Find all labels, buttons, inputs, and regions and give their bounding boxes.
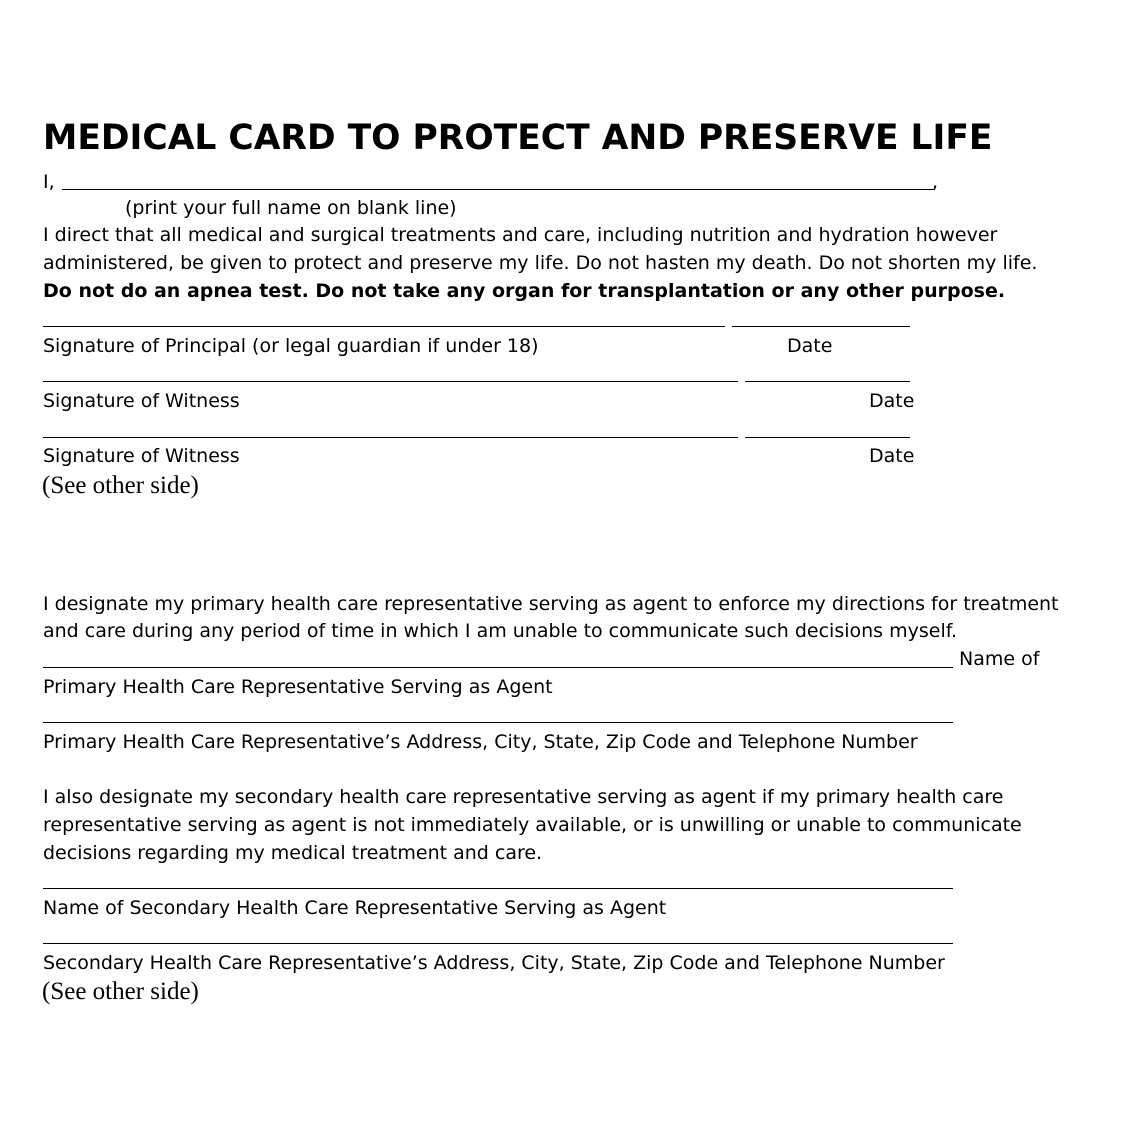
directive-line-2: administered, be given to protect and preserve my life. Do not hasten my death. Do not shorten my life. [43,252,1038,274]
primary-name-field[interactable] [43,667,953,668]
name-prefix: I, [43,171,55,193]
full-name-field[interactable] [62,189,934,190]
principal-signature-field[interactable] [43,326,725,327]
see-other-side-note-back: (See other side) [42,978,199,1005]
witness2-date-field[interactable] [745,437,910,438]
directive-line-1: I direct that all medical and surgical treatments and care, including nutrition and hydration however [43,224,998,246]
witness1-date-label: Date [869,390,915,412]
page-title: MEDICAL CARD TO PROTECT AND PRESERVE LIFE [43,118,993,158]
secondary-designation-line-2: representative serving as agent is not immediately available, or is unwilling or unable to communicate [43,814,1022,836]
secondary-designation-line-3: decisions regarding my medical treatment and care. [43,842,543,864]
witness2-signature-field[interactable] [43,437,738,438]
principal-date-field[interactable] [732,326,910,327]
name-hint: (print your full name on blank line) [125,197,457,219]
witness1-date-field[interactable] [745,381,910,382]
primary-address-field[interactable] [43,722,953,723]
secondary-name-label: Name of Secondary Health Care Representative Serving as Agent [43,897,667,919]
primary-designation-line-2: and care during any period of time in which I am unable to communicate such decisions myself. [43,620,958,642]
primary-name-lead: Name of [959,648,1040,670]
primary-name-label: Primary Health Care Representative Serving as Agent [43,676,553,698]
principal-date-label: Date [787,335,833,357]
witness2-signature-label: Signature of Witness [43,445,240,467]
directive-bold-line: Do not do an apnea test. Do not take any organ for transplantation or any other purpose. [43,280,1006,302]
witness1-signature-field[interactable] [43,381,738,382]
secondary-name-field[interactable] [43,888,953,889]
witness1-signature-label: Signature of Witness [43,390,240,412]
primary-address-label: Primary Health Care Representative’s Address, City, State, Zip Code and Telephone Number [43,731,918,753]
name-suffix: , [932,171,939,193]
principal-signature-label: Signature of Principal (or legal guardian if under 18) [43,335,539,357]
secondary-designation-line-1: I also designate my secondary health care representative serving as agent if my primary health care [43,786,1004,808]
secondary-address-field[interactable] [43,943,953,944]
see-other-side-note: (See other side) [42,472,199,499]
witness2-date-label: Date [869,445,915,467]
secondary-address-label: Secondary Health Care Representative’s Address, City, State, Zip Code and Telephone Number [43,952,945,974]
primary-designation-line-1: I designate my primary health care representative serving as agent to enforce my directions for treatment [43,593,1059,615]
